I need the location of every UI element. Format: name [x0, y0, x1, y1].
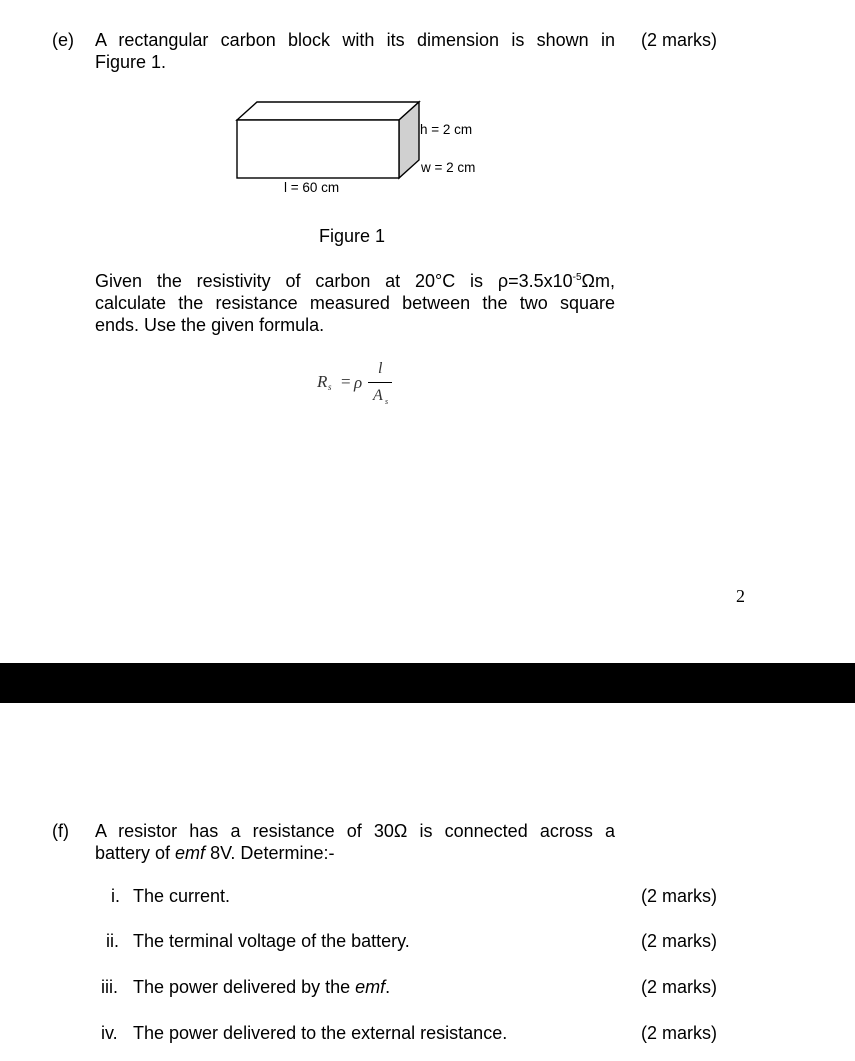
- given-paragraph: [95, 270, 615, 336]
- item-iii-text-end: .: [385, 977, 391, 997]
- question-f-line2: [95, 842, 615, 864]
- item-i-marks: (2 marks): [641, 886, 717, 906]
- given-line2: calculate the resistance measured between the two square: [95, 293, 615, 313]
- given-line1-unit: Ωm,: [581, 271, 615, 291]
- page-break-band: [0, 663, 855, 703]
- page-number: 2: [736, 586, 745, 606]
- height-label: h = 2 cm: [420, 122, 473, 137]
- formula-denominator-sub: s: [385, 397, 389, 406]
- figure-caption: Figure 1: [319, 226, 386, 246]
- given-line1-text: Given the resistivity of carbon at 20°C is ρ=3.5x10: [95, 271, 573, 291]
- width-label: w = 2 cm: [421, 160, 476, 175]
- item-iv-marks: (2 marks): [641, 1023, 717, 1043]
- formula-lhs: R: [317, 372, 328, 391]
- block-front-face: [237, 120, 399, 178]
- resistance-formula: [300, 360, 420, 420]
- question-f-text: [95, 820, 615, 864]
- formula-fraction-bar: [368, 382, 392, 383]
- question-f-label: (f): [52, 821, 69, 841]
- question-f-line2-prefix: battery of: [95, 843, 176, 863]
- item-iii-emf: emf: [355, 977, 386, 997]
- item-ii-text: The terminal voltage of the battery.: [133, 931, 410, 951]
- given-line1: [95, 270, 615, 292]
- formula-denominator: A: [373, 387, 383, 404]
- formula-rho: ρ: [354, 373, 363, 392]
- question-e-text: [95, 29, 615, 73]
- item-iii-marks: (2 marks): [641, 977, 717, 997]
- question-f-line2-suffix: 8V. Determine:-: [205, 843, 335, 863]
- item-i-number: i.: [111, 886, 120, 906]
- item-iv-text: The power delivered to the external resistance.: [133, 1023, 508, 1043]
- formula-equals: =: [341, 372, 351, 391]
- question-e-line2: Figure 1.: [95, 52, 167, 72]
- item-ii-number: ii.: [106, 931, 119, 951]
- given-exponent: -5: [572, 272, 582, 283]
- question-e-line1: A rectangular carbon block with its dimension is shown in: [95, 30, 615, 50]
- formula-lhs-sub: s: [328, 382, 332, 392]
- formula-numerator: l: [378, 360, 383, 377]
- carbon-block-figure: [230, 95, 500, 200]
- item-ii-marks: (2 marks): [641, 931, 717, 951]
- length-label: l = 60 cm: [284, 180, 340, 195]
- question-f-emf: emf: [175, 843, 206, 863]
- block-top-face: [237, 102, 419, 120]
- given-line3: ends. Use the given formula.: [95, 315, 325, 335]
- item-iv-number: iv.: [101, 1023, 118, 1043]
- item-iii-text: [133, 976, 390, 998]
- item-iii-number: iii.: [101, 977, 118, 997]
- question-e-label: (e): [52, 30, 74, 50]
- question-f-line1: A resistor has a resistance of 30Ω is connected across a: [95, 821, 615, 841]
- question-e-marks: (2 marks): [641, 30, 717, 50]
- item-i-text: The current.: [133, 886, 231, 906]
- item-iii-text-main: The power delivered by the: [133, 977, 356, 997]
